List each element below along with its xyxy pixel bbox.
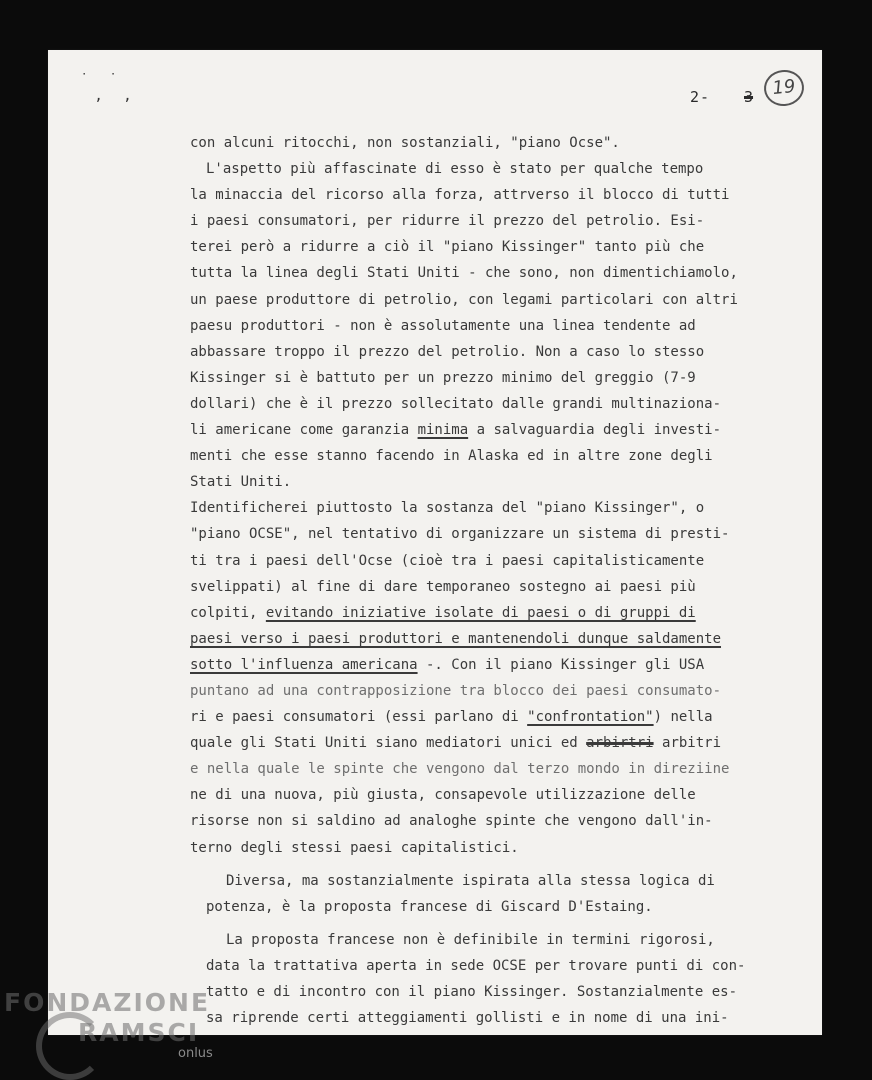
text-line: data la trattativa aperta in sede OCSE per trovare punti di con- bbox=[206, 957, 746, 974]
text-line: Diversa, ma sostanzialmente ispirata alla stessa logica di bbox=[226, 872, 715, 889]
underlined-passage: evitando iniziative isolate di paesi o di gruppi di bbox=[265, 604, 696, 621]
text-line: la minaccia del ricorso alla forza, attrverso il blocco di tutti bbox=[190, 187, 730, 204]
text-line: ne di una nuova, più giusta, consapevole utilizzazione delle bbox=[190, 787, 696, 804]
text-line: puntano ad una contrapposizione tra blocco dei paesi consumato- bbox=[190, 682, 722, 699]
watermark-line-1: FONDAZIONE bbox=[4, 988, 211, 1017]
text-line: risorse non si saldino ad analoghe spinte che vengono dall'in- bbox=[190, 813, 713, 830]
underlined-word: "confrontation" bbox=[527, 709, 654, 726]
text-line: i paesi consumatori, per ridurre il prezzo del petrolio. Esi- bbox=[190, 213, 705, 230]
text-line: e nella quale le spinte che vengono dal terzo mondo in direziine bbox=[190, 761, 730, 778]
text-line: La proposta francese non è definibile in termini rigorosi, bbox=[226, 931, 715, 948]
text-line: tatto e di incontro con il piano Kissinger. Sostanzialmente es- bbox=[206, 984, 738, 1000]
text-line: Kissinger si è battuto per un prezzo minimo del greggio (7-9 bbox=[190, 369, 696, 386]
struck-page-number: 3 bbox=[744, 88, 754, 106]
page-number: 2- bbox=[690, 88, 711, 106]
text-line: Identificherei piuttosto la sostanza del "piano Kissinger", o bbox=[190, 500, 705, 517]
text-line: potenza, è la proposta francese di Giscard D'Estaing. bbox=[206, 898, 653, 915]
text-line: svelippati) al fine di dare temporaneo sostegno ai paesi più bbox=[190, 578, 696, 595]
underlined-passage: paesi verso i paesi produttori e mantenendoli dunque saldamente bbox=[190, 630, 722, 647]
text-line: li americane come garanzia minima a salvaguardia degli investi- bbox=[190, 422, 722, 439]
text-line: quale gli Stati Uniti siano mediatori unici ed arbirtri arbitri bbox=[190, 735, 722, 752]
text-line: con alcuni ritocchi, non sostanziali, "piano Ocse". bbox=[190, 135, 620, 151]
handwritten-page-number: 19 bbox=[762, 68, 806, 108]
underlined-passage: sotto l'influenza americana bbox=[190, 656, 418, 673]
text-line: paesu produttori - non è assolutamente una linea tendente ad bbox=[190, 317, 696, 334]
typed-text-body bbox=[190, 130, 790, 1031]
text-line: terno degli stessi paesi capitalistici. bbox=[190, 839, 519, 856]
text-line: Stati Uniti. bbox=[190, 474, 292, 491]
struck-word: arbirtri bbox=[586, 735, 654, 752]
text-line: menti che esse stanno facendo in Alaska ed in altre zone degli bbox=[190, 448, 713, 465]
margin-marks: ˙ ˙ , , bbox=[80, 72, 138, 104]
text-line: L'aspetto più affascinate di esso è stato per qualche tempo bbox=[206, 161, 704, 178]
watermark-line-2: RAMSCI bbox=[78, 1018, 200, 1047]
text-line: "piano OCSE", nel tentativo di organizzare un sistema di presti- bbox=[190, 526, 730, 543]
text-line: colpiti, evitando iniziative isolate di paesi o di gruppi di bbox=[190, 604, 696, 621]
text-line: abbassare troppo il prezzo del petrolio. Non a caso lo stesso bbox=[190, 343, 705, 360]
text-line: dollari) che è il prezzo sollecitato dalle grandi multinaziona- bbox=[190, 395, 722, 412]
text-line: tutta la linea degli Stati Uniti - che sono, non dimentichiamolo, bbox=[190, 265, 738, 282]
text-line: un paese produttore di petrolio, con legami particolari con altri bbox=[190, 291, 738, 308]
text-line: ti tra i paesi dell'Ocse (cioè tra i paesi capitalisticamente bbox=[190, 552, 705, 569]
text-line: ri e paesi consumatori (essi parlano di "confrontation") nella bbox=[190, 709, 713, 726]
text-line: terei però a ridurre a ciò il "piano Kissinger" tanto più che bbox=[190, 239, 705, 256]
watermark-suffix: onlus bbox=[178, 1046, 213, 1061]
watermark bbox=[4, 988, 210, 1048]
text-line: sotto l'influenza americana -. Con il piano Kissinger gli USA bbox=[190, 656, 705, 673]
underlined-word: minima bbox=[417, 422, 469, 439]
text-line: sa riprende certi atteggiamenti gollisti e in nome di una ini- bbox=[206, 1010, 729, 1027]
